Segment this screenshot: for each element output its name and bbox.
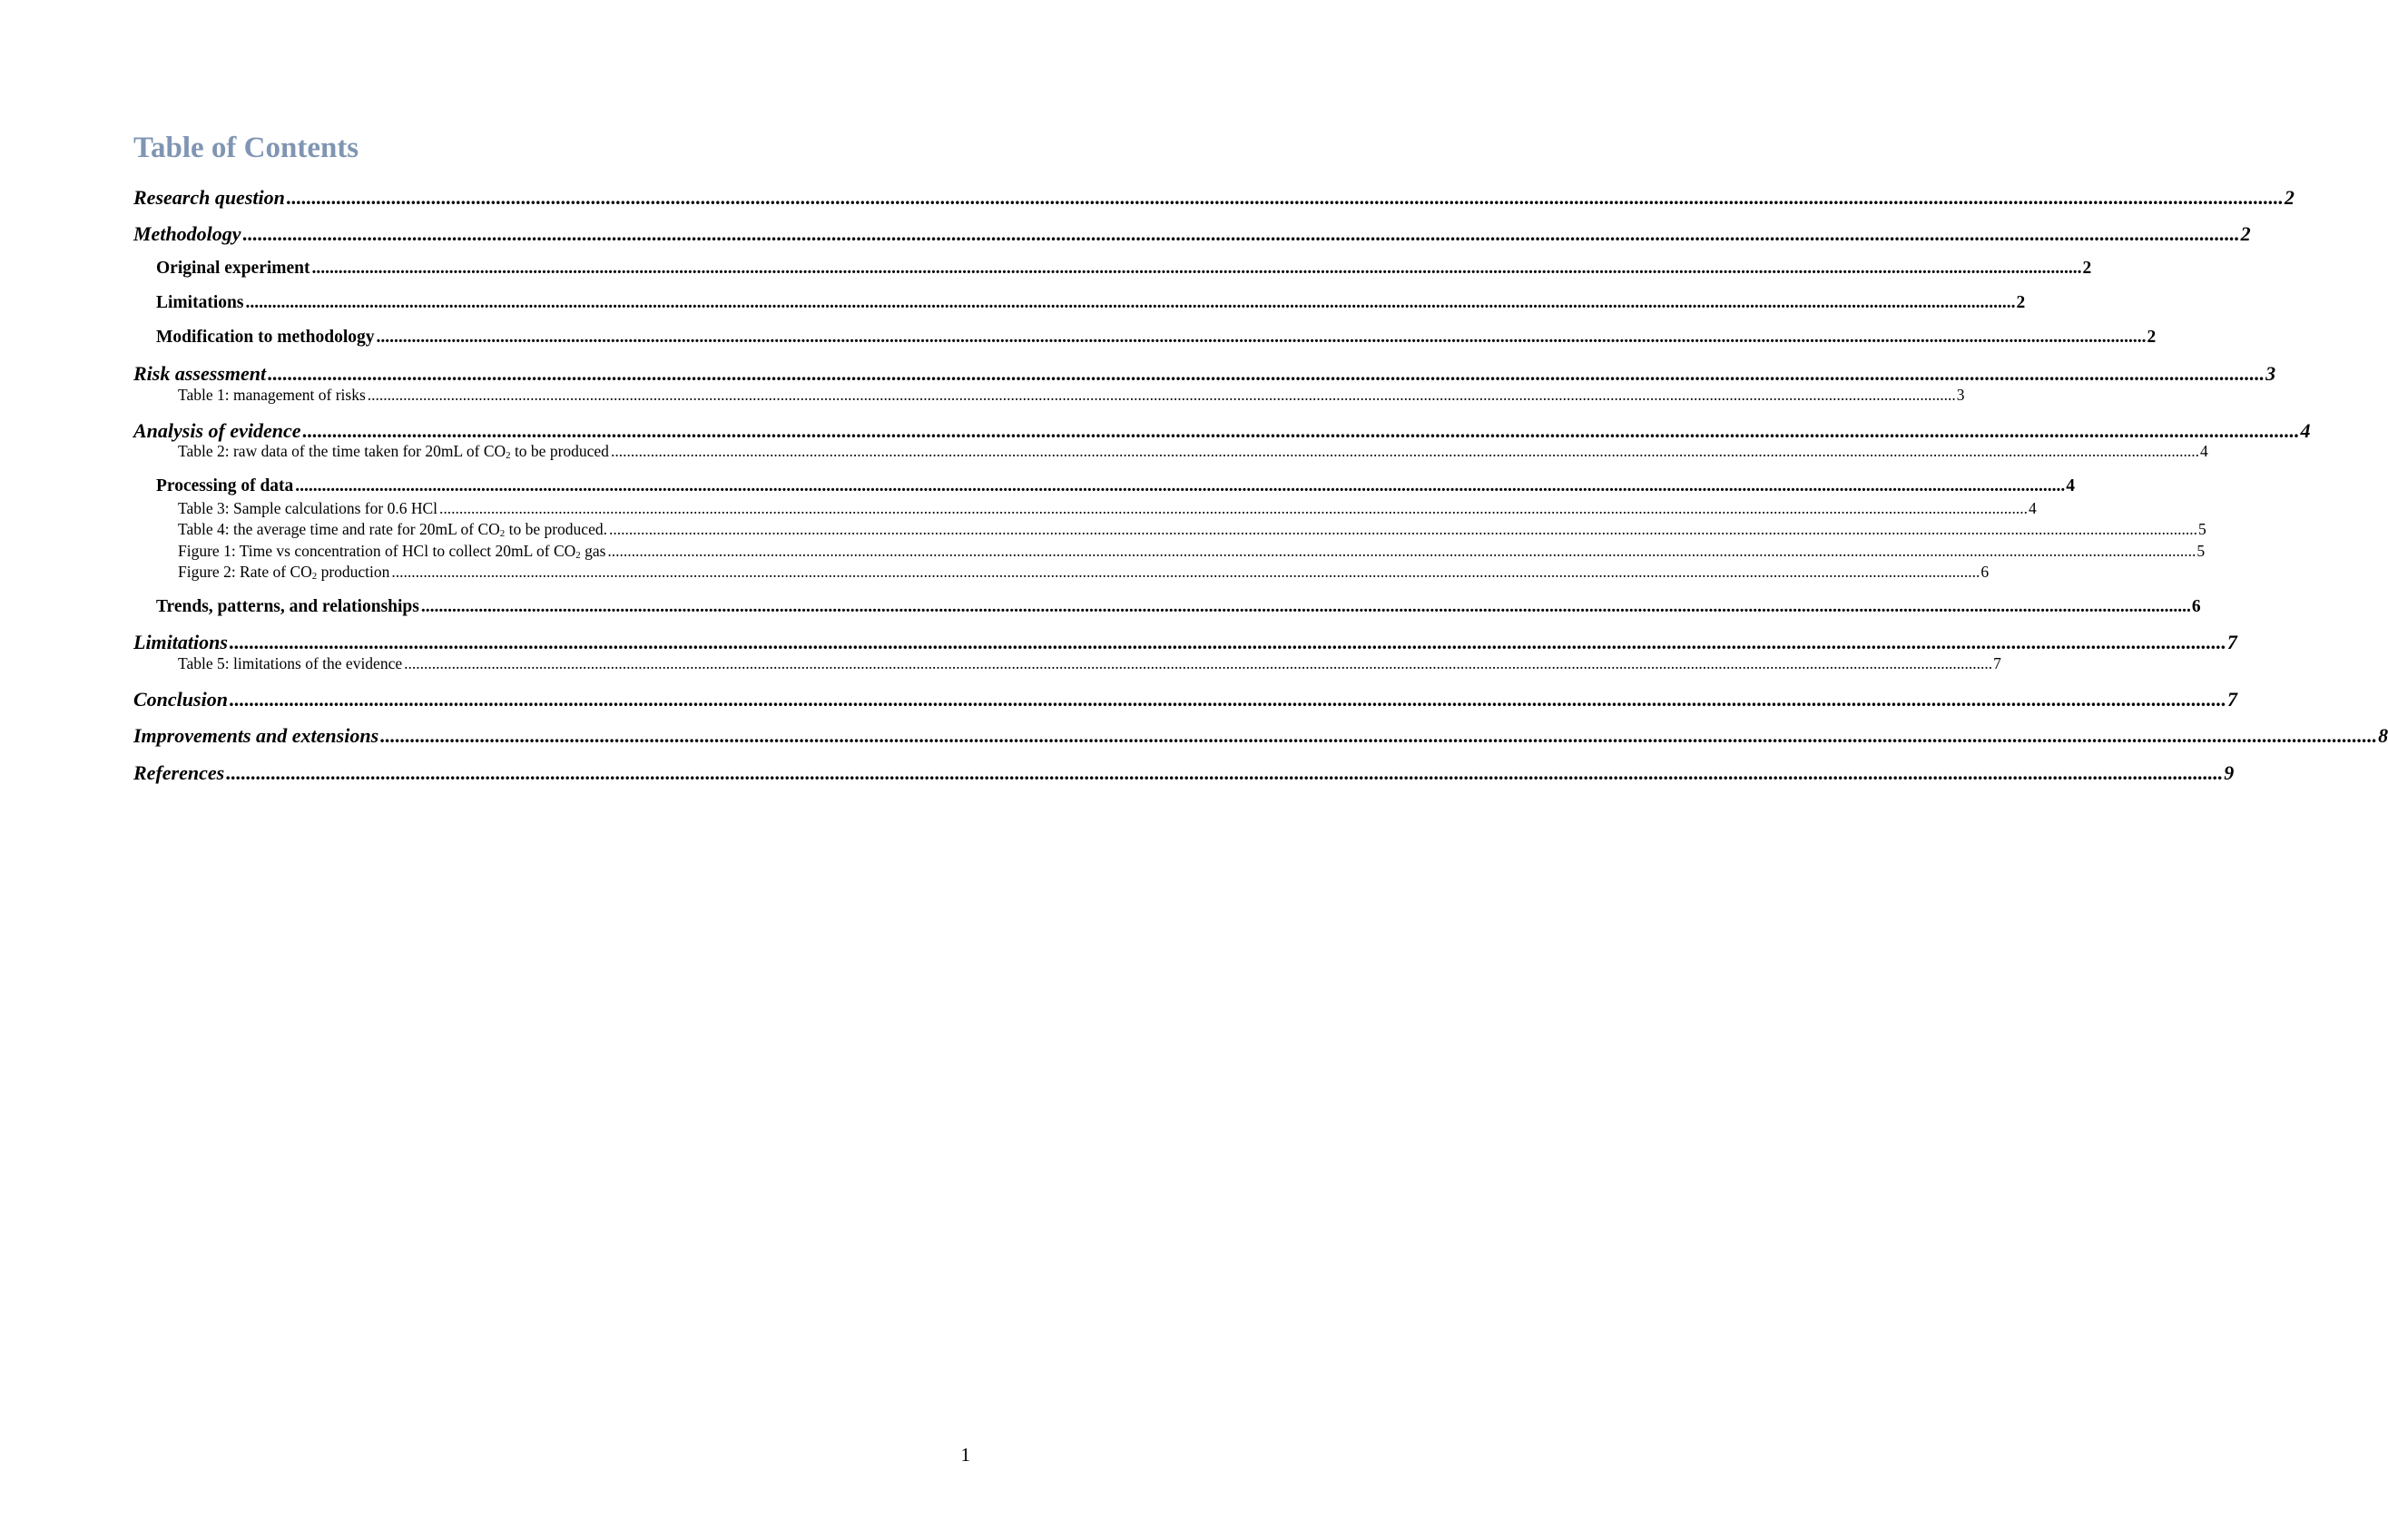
toc-page-number: 7 [2226,688,2237,711]
toc-title: Table of Contents [133,132,359,164]
toc-entry[interactable] [178,562,1990,582]
toc-page-number: 2 [2082,259,2092,278]
dot-leader: ................................................................................................................................................................................................................................................................................................................................................................................................................ [302,419,2300,442]
dot-leader: ................................................................................................................................................................................................................................................................................................................................................................................................................ [295,476,2066,495]
dot-leader: ................................................................................................................................................................................................................................................................................................................................................................................................................ [439,499,2028,517]
toc-entry-subscript: 2 [575,549,581,561]
toc-entry-text-part: Table 3: Sample calculations for 0.6 HCl [178,499,437,517]
toc-entry-text [133,361,266,387]
toc-page-number: 3 [2265,362,2276,385]
dot-leader: ................................................................................................................................................................................................................................................................................................................................................................................................................ [376,328,2147,347]
dot-leader: ................................................................................................................................................................................................................................................................................................................................................................................................................ [229,688,2226,711]
toc-entry-text-part: Limitations [133,631,228,653]
toc-page-number: 8 [2378,724,2388,747]
toc-page-number: 5 [2196,542,2206,560]
toc-entry-text [156,257,310,280]
dot-leader: ................................................................................................................................................................................................................................................................................................................................................................................................................ [245,293,2016,312]
toc-page-number: 2 [2284,186,2295,209]
toc-entry-text-part: Trends, patterns, and relationships [156,597,419,616]
toc-entry-text-part: Original experiment [156,259,310,278]
toc-entry-text-part: Research question [133,186,285,209]
toc-entry[interactable] [178,653,2001,673]
toc-entry-text-part: Improvements and extensions [133,724,379,747]
dot-leader: ................................................................................................................................................................................................................................................................................................................................................................................................................ [404,654,1993,672]
dot-leader: ................................................................................................................................................................................................................................................................................................................................................................................................................ [242,222,2240,245]
toc-entry[interactable] [178,519,2206,539]
dot-leader: ................................................................................................................................................................................................................................................................................................................................................................................................................ [607,542,2196,560]
toc-entry-subscript: 2 [311,570,318,582]
toc-entry-text [133,221,241,247]
toc-entry-text [178,541,605,561]
toc-entry[interactable] [156,595,2201,619]
toc-page-number: 4 [2300,419,2311,442]
toc-entry-text [133,687,228,712]
toc-entry-text-part: Figure 1: Time vs concentration of HCl to collect 20mL of CO [178,542,576,560]
toc-entry-subscript: 2 [499,527,506,539]
toc-entry-text [156,475,293,498]
dot-leader: ................................................................................................................................................................................................................................................................................................................................................................................................................ [608,520,2197,538]
toc-entry[interactable] [133,760,2235,786]
page-number: 1 [960,1444,970,1466]
toc-entry[interactable] [156,291,2026,315]
toc-entry-text [178,498,437,518]
toc-entry-text-part: Analysis of evidence [133,419,301,442]
toc-entry-text-part: Limitations [156,293,244,312]
toc-entry[interactable] [133,361,2276,387]
toc-entry-text-part: Methodology [133,222,241,245]
toc-entry-text-part: gas [580,542,606,560]
toc-entry-subscript: 2 [506,449,511,461]
toc-entry-text [178,653,402,673]
toc-entry-text [133,760,224,786]
toc-entry-text [156,595,419,619]
toc-entry-text [178,441,609,461]
toc-entry-text-part: Risk assessment [133,362,267,385]
toc-entry[interactable] [133,723,2388,749]
toc-page-number: 2 [2240,222,2251,245]
dot-leader: ................................................................................................................................................................................................................................................................................................................................................................................................................ [610,442,2199,460]
toc-entry-text-part: References [133,761,225,784]
toc-entry-text [133,630,228,655]
toc-entry-text-part: production [317,563,390,581]
toc-page-number: 6 [1980,563,1990,581]
toc-page-number: 2 [2016,293,2026,312]
dot-leader: ................................................................................................................................................................................................................................................................................................................................................................................................................ [391,563,1980,581]
toc-page-number: 3 [1956,386,1965,404]
dot-leader: ................................................................................................................................................................................................................................................................................................................................................................................................................ [420,597,2191,616]
toc-entry-text-part: Table 5: limitations of the evidence [178,654,403,672]
toc-entry-text [156,326,374,349]
toc-entry-text-part: Processing of data [156,476,294,495]
toc-entry-text-part: to be produced. [505,520,607,538]
toc-page-number: 4 [2199,442,2208,460]
toc-entry-text-part: Modification to methodology [156,328,375,347]
toc-entry-text [178,385,366,405]
toc-entry[interactable] [133,185,2295,211]
toc-entry[interactable] [133,221,2251,247]
toc-entry-text-part: Conclusion [133,688,228,711]
dot-leader: ................................................................................................................................................................................................................................................................................................................................................................................................................ [311,259,2082,278]
toc-page-number: 7 [2226,631,2237,653]
toc-entry-text-part: Figure 2: Rate of CO [178,563,312,581]
toc-entry[interactable] [133,630,2237,655]
toc-entry[interactable] [178,385,1965,405]
toc-page-number: 4 [2029,499,2037,517]
toc-entry[interactable] [178,541,2206,561]
dot-leader: ................................................................................................................................................................................................................................................................................................................................................................................................................ [226,761,2224,784]
toc-entry-text [156,291,243,315]
dot-leader: ................................................................................................................................................................................................................................................................................................................................................................................................................ [286,186,2284,209]
toc-page-number: 4 [2066,476,2076,495]
toc-entry[interactable] [156,475,2076,498]
toc-entry-text-part: Table 4: the average time and rate for 20mL of CO [178,520,500,538]
toc-entry-text [133,185,285,211]
toc-page-number: 6 [2191,597,2201,616]
toc-entry[interactable] [133,687,2237,712]
dot-leader: ................................................................................................................................................................................................................................................................................................................................................................................................................ [380,724,2378,747]
dot-leader: ................................................................................................................................................................................................................................................................................................................................................................................................................ [367,386,1956,404]
toc-entry[interactable] [156,257,2092,280]
toc-entry[interactable] [133,418,2311,444]
toc-entry-text [178,519,607,539]
toc-entry-text [133,723,378,749]
toc-page-number: 5 [2197,520,2206,538]
toc-entry[interactable] [178,441,2208,461]
toc-page-number: 2 [2147,328,2157,347]
dot-leader: ................................................................................................................................................................................................................................................................................................................................................................................................................ [229,631,2226,653]
toc-entry-text-part: to be produced [510,442,609,460]
toc-entry[interactable] [156,326,2157,349]
toc-entry[interactable] [178,498,2037,518]
toc-page-number: 9 [2224,761,2235,784]
dot-leader: ................................................................................................................................................................................................................................................................................................................................................................................................................ [268,362,2265,385]
toc-entry-text [178,562,389,582]
toc-entry-text-part: Table 1: management of risks [178,386,366,404]
toc-entry-text [133,418,301,444]
toc-entry-text-part: Table 2: raw data of the time taken for 20mL of CO [178,442,506,460]
toc-page-number: 7 [1993,654,2001,672]
